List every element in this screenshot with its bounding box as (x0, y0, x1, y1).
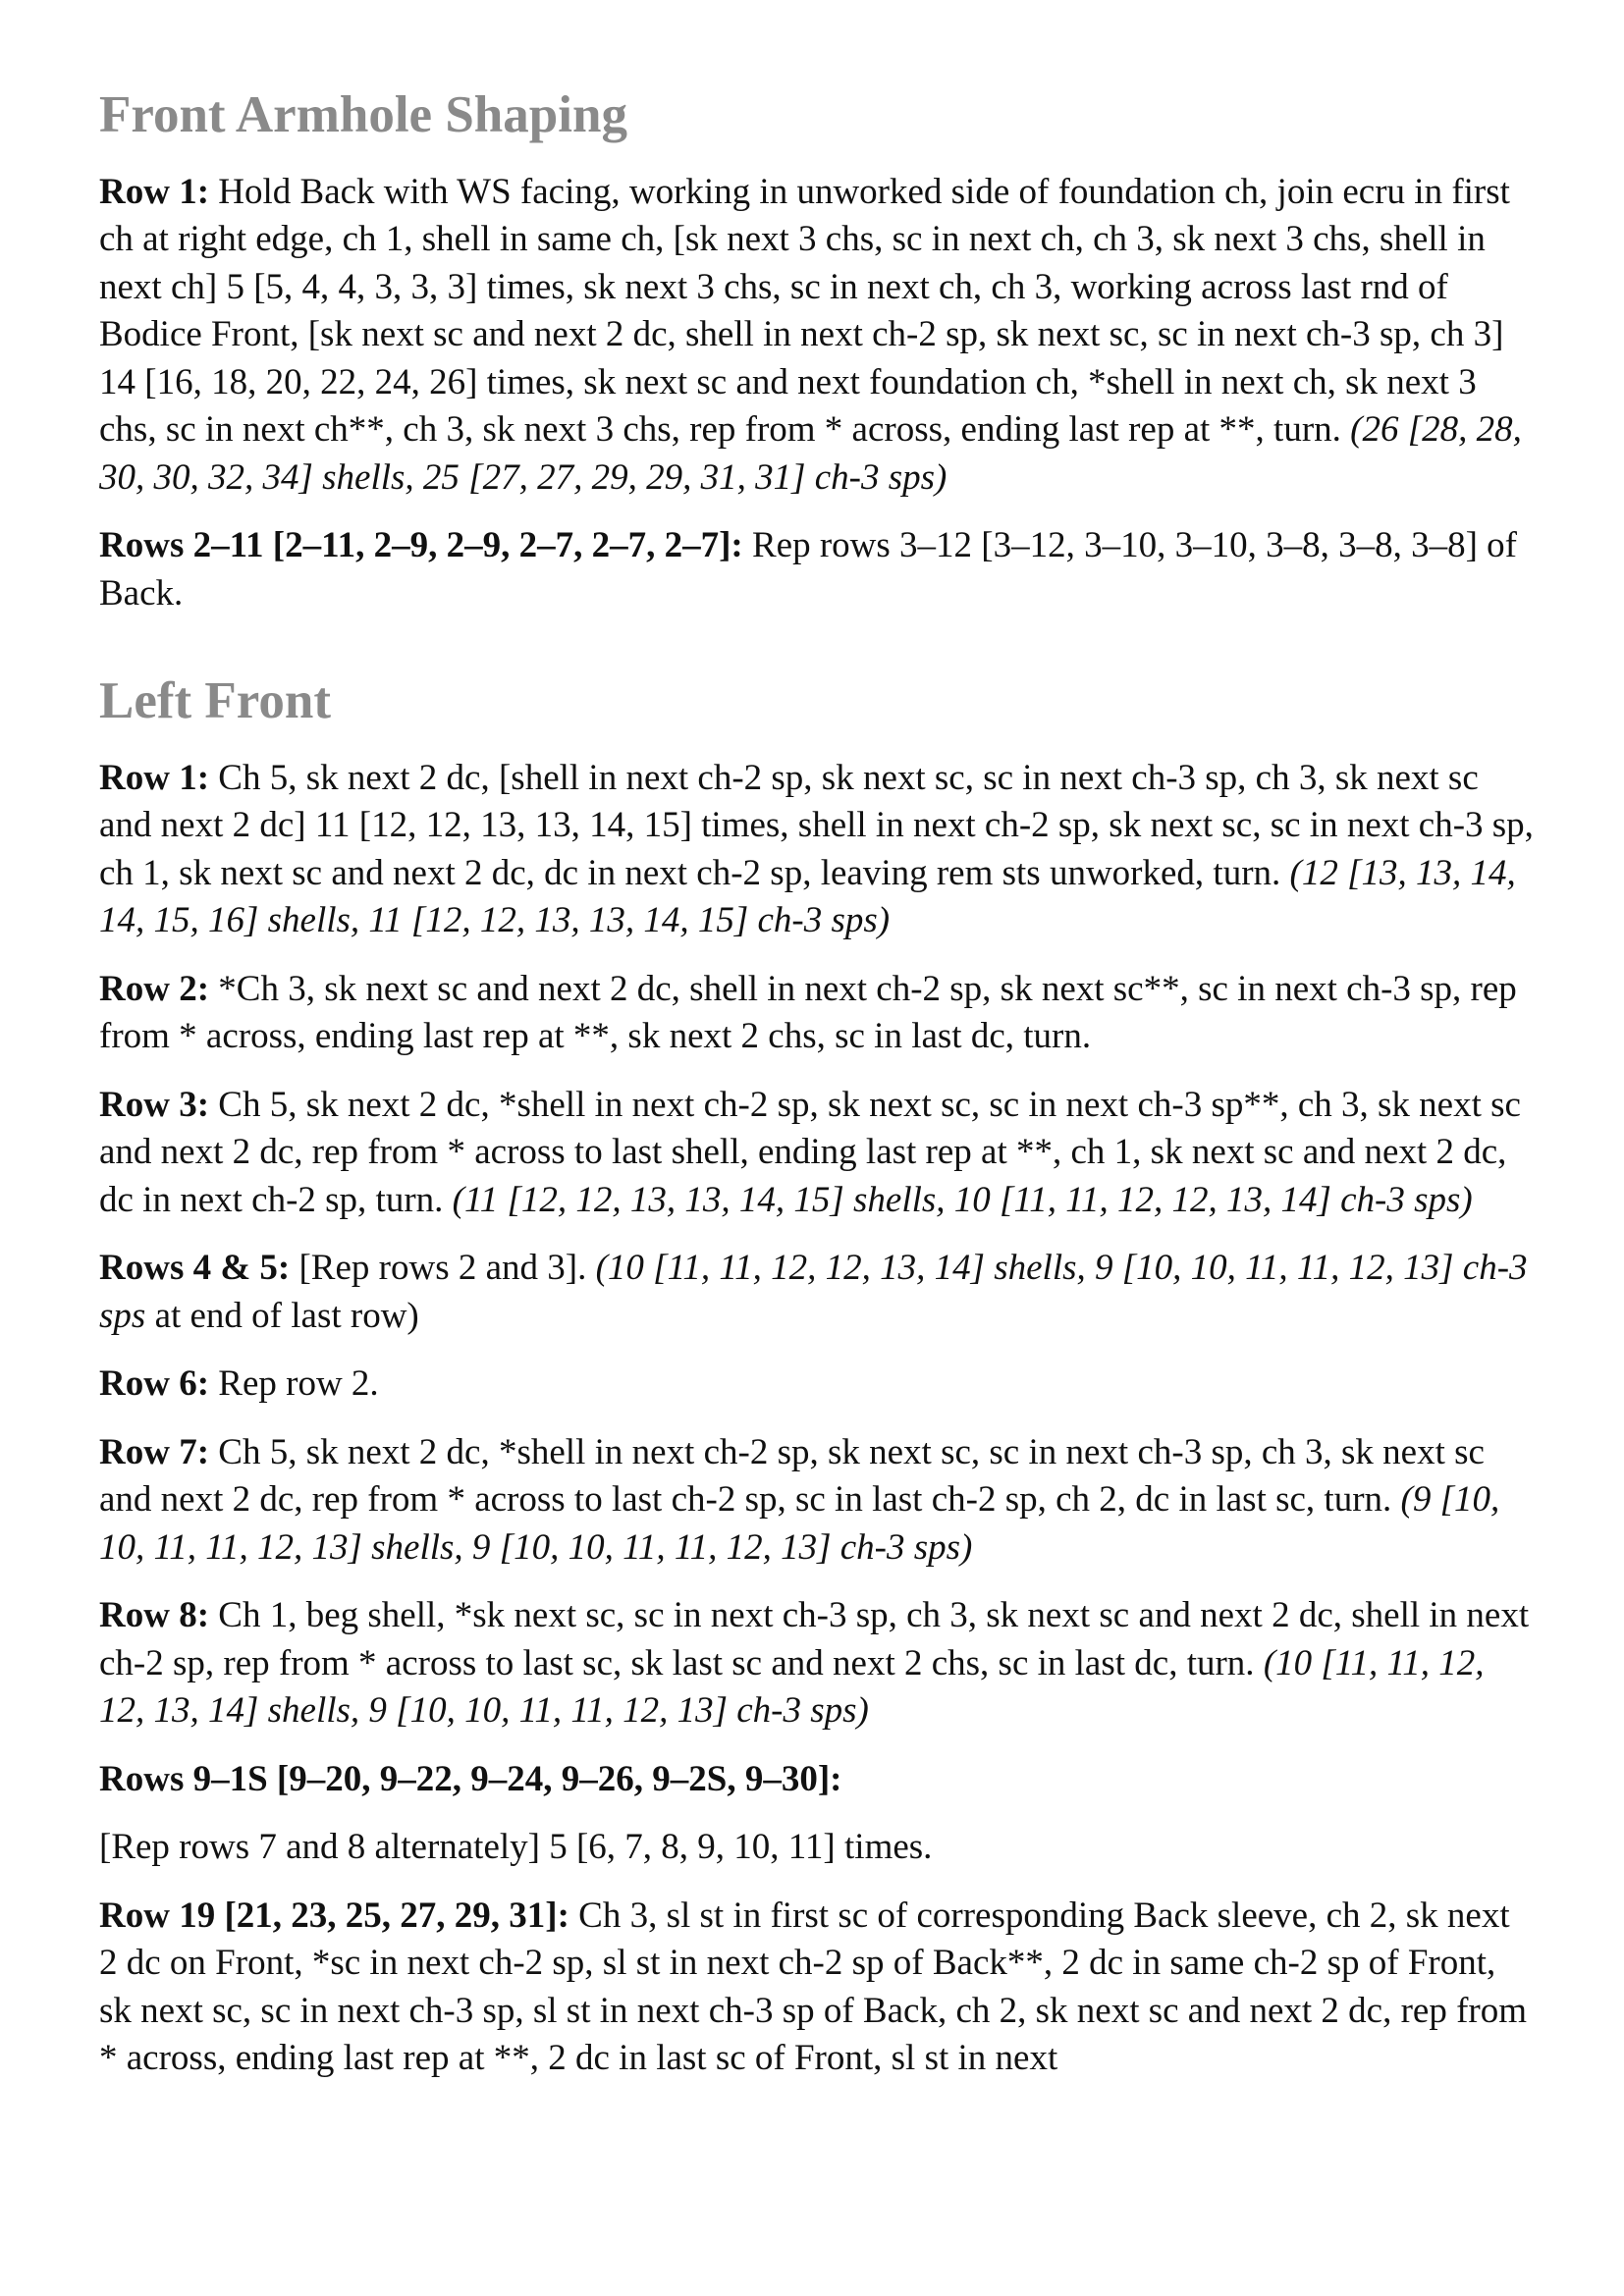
row-text: Hold Back with WS facing, working in unworked side of foundation ch, join ecru in first ch at right edge, ch 1, shell in same ch, [sk next 3 chs, sc in next ch, ch 3, sk next 3 chs, shell in next ch] 5 [5, 4, 4, 3, 3, 3] times, sk next 3 chs, sc in next ch, ch 3, working across last rnd of Bodice Front, [sk next sc and next 2 dc, shell in next ch-2 sp, sk next sc, sc in next ch-3 sp, ch 3] 14 [16, 18, 20, 22, 24, 26] times, sk next sc and next foundation ch, *shell in next ch, sk next 3 chs, sc in next ch**, ch 3, sk next 3 chs, rep from * across, ending last rep at **, turn. (99, 171, 1510, 451)
note-tail: at end of last row) (145, 1295, 419, 1336)
row-text: Ch 5, sk next 2 dc, *shell in next ch-2 sp, sk next sc, sc in next ch-3 sp**, ch 3, sk next sc and next 2 dc, rep from * across to last shell, ending last rep at **, ch 1, sk next sc and next 2 dc, dc in next ch-2 sp, turn. (99, 1084, 1521, 1220)
instruction-row-2 (99, 966, 1536, 1061)
row-label: Rows 2–11 [2–11, 2–9, 2–9, 2–7, 2–7, 2–7]: (99, 525, 743, 566)
row-label: Row 19 [21, 23, 25, 27, 29, 31]: (99, 1895, 569, 1936)
stitch-count-note: (10 [11, 11, 12, 12, 13, 14] shells, 9 [10, 10, 11, 11, 12, 13] ch-3 sps) (99, 1642, 1485, 1732)
row-label: Rows 9–1S [9–20, 9–22, 9–24, 9–26, 9–2S, 9–30]: (99, 1758, 842, 1799)
row-text: *Ch 3, sk next sc and next 2 dc, shell in next ch-2 sp, sk next sc**, sc in next ch-3 sp, rep from * across, ending last rep at **, sk next 2 chs, sc in last dc, turn. (99, 968, 1517, 1057)
row-label: Row 1: (99, 757, 210, 798)
stitch-count-note: (26 [28, 28, 30, 30, 32, 34] shells, 25 [27, 27, 29, 29, 31, 31] ch-3 sps) (99, 409, 1522, 498)
instruction-rows-4-5 (99, 1245, 1536, 1340)
row-text: [Rep rows 7 and 8 alternately] 5 [6, 7, 8, 9, 10, 11] times. (99, 1827, 933, 1868)
row-label: Row 7: (99, 1431, 210, 1472)
row-label: Row 2: (99, 968, 210, 1009)
row-text: Rep row 2. (209, 1363, 379, 1405)
instruction-rows-2-11 (99, 522, 1536, 617)
section-heading-front-armhole-shaping: Front Armhole Shaping (99, 86, 627, 143)
row-text: Rep rows 3–12 [3–12, 3–10, 3–10, 3–8, 3–8, 3–8] of Back. (99, 525, 1517, 614)
row-label: Row 6: (99, 1363, 210, 1405)
stitch-count-note: (9 [10, 10, 11, 11, 12, 13] shells, 9 [10, 10, 11, 11, 12, 13] ch-3 sps) (99, 1479, 1500, 1568)
instruction-row-6 (99, 1361, 1536, 1409)
section-heading-left-front: Left Front (99, 672, 331, 730)
row-text: [Rep rows 2 and 3]. (290, 1248, 596, 1289)
stitch-count-note: (10 [11, 11, 12, 12, 13, 14] shells, 9 [10, 10, 11, 11, 12, 13] ch-3 sps (99, 1248, 1528, 1336)
row-text: Ch 1, beg shell, *sk next sc, sc in next ch-3 sp, ch 3, sk next sc and next 2 dc, shell in next ch-2 sp, rep from * across to last sc, sk last sc and next 2 chs, sc in last dc, turn. (99, 1595, 1530, 1683)
instruction-rows-9-18-label (99, 1756, 1536, 1804)
row-label: Rows 4 & 5: (99, 1248, 291, 1289)
instruction-row-1 (99, 755, 1536, 945)
stitch-count-note: (12 [13, 13, 14, 14, 15, 16] shells, 11 [12, 12, 13, 13, 14, 15] ch-3 sps) (99, 852, 1516, 941)
row-label: Row 8: (99, 1595, 210, 1636)
row-label: Row 3: (99, 1084, 210, 1125)
instruction-row-19 (99, 1893, 1536, 2083)
row-label: Row 1: (99, 171, 210, 212)
row-text: Ch 5, sk next 2 dc, [shell in next ch-2 sp, sk next sc, sc in next ch-3 sp, ch 3, sk next sc and next 2 dc] 11 [12, 12, 13, 13, 14, 15] times, shell in next ch-2 sp, sk next sc, sc in next ch-3 sp, ch 1, sk next sc and next 2 dc, dc in next ch-2 sp, leaving rem sts unworked, turn. (99, 757, 1534, 893)
instruction-row-8 (99, 1592, 1536, 1735)
instruction-rows-9-18-text (99, 1824, 1536, 1872)
row-text: Ch 5, sk next 2 dc, *shell in next ch-2 sp, sk next sc, sc in next ch-3 sp, ch 3, sk next sc and next 2 dc, rep from * across to last ch-2 sp, sc in last ch-2 sp, ch 2, dc in last sc, turn. (99, 1431, 1485, 1521)
instruction-row-1 (99, 169, 1536, 503)
instruction-row-3 (99, 1082, 1536, 1225)
stitch-count-note: (11 [12, 12, 13, 13, 14, 15] shells, 10 [11, 11, 12, 12, 13, 14] ch-3 sps) (452, 1179, 1473, 1220)
instruction-row-7 (99, 1429, 1536, 1573)
row-text: Ch 3, sl st in first sc of corresponding Back sleeve, ch 2, sk next 2 dc on Front, *sc in next ch-2 sp, sl st in next ch-2 sp of Back**, 2 dc in same ch-2 sp of Front, sk next sc, sc in next ch-3 sp, sl st in next ch-3 sp of Back, ch 2, sk next sc and next 2 dc, rep from * across, ending last rep at **, 2 dc in last sc of Front, sl st in next (99, 1895, 1528, 2079)
